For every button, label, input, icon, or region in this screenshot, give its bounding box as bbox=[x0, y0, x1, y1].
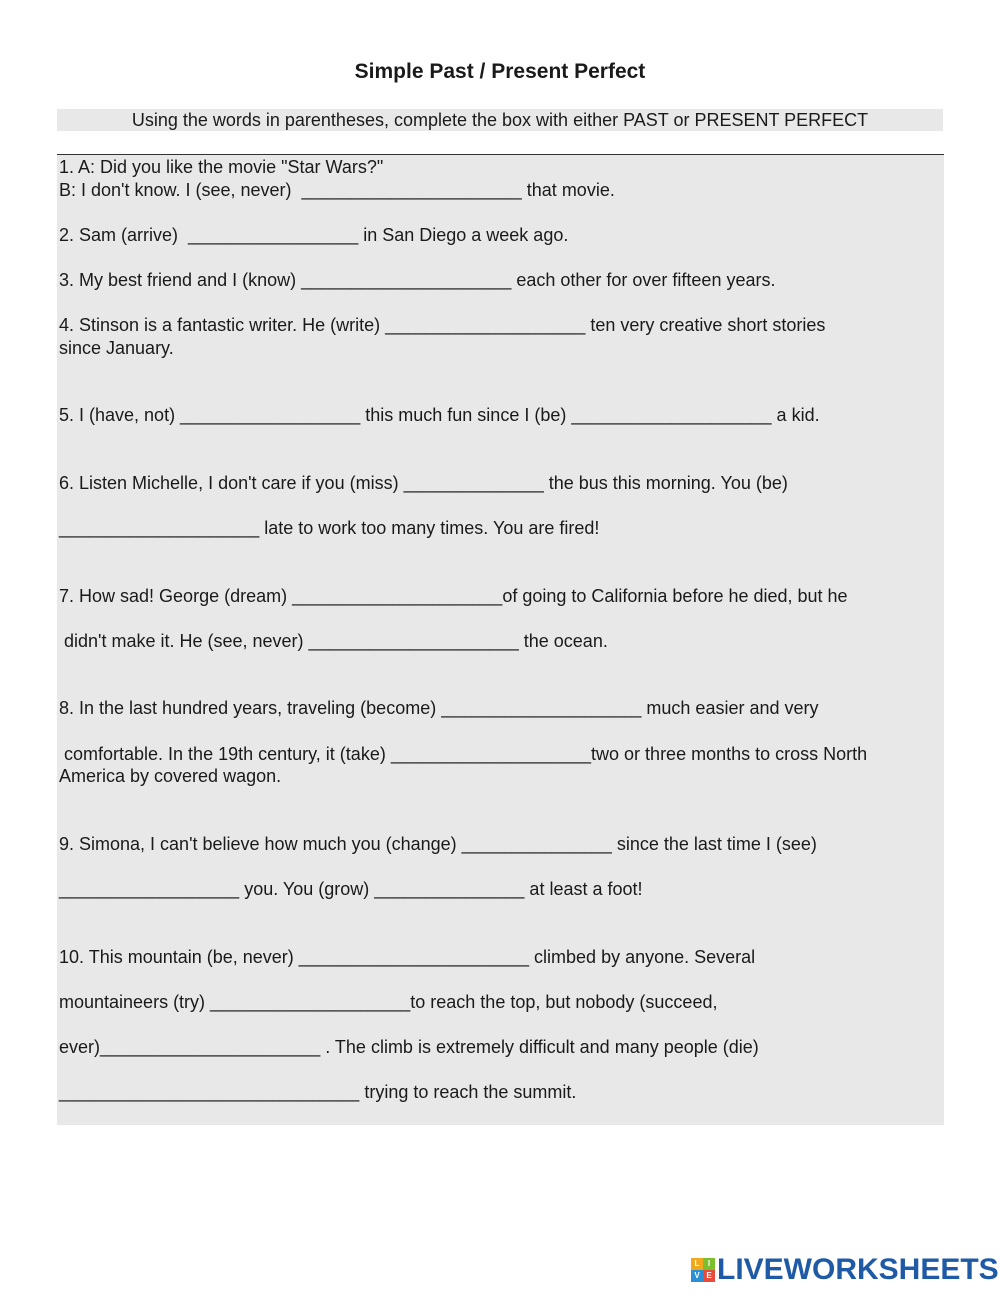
exercise-line: since January. bbox=[59, 338, 174, 358]
instruction-bar: Using the words in parentheses, complete the box with either PAST or PRESENT PERFECT bbox=[57, 109, 943, 131]
exercise-line: 3. My best friend and I (know) _____________________ each other for over fifteen years. bbox=[59, 270, 776, 290]
exercise-line: America by covered wagon. bbox=[59, 766, 282, 786]
liveworksheets-logo bbox=[691, 1253, 999, 1287]
exercise-line: B: I don't know. I (see, never) ______________________ that movie. bbox=[59, 180, 615, 200]
page-title: Simple Past / Present Perfect bbox=[354, 60, 646, 83]
exercise-line: ever)______________________ . The climb is extremely difficult and many people (die) bbox=[59, 1037, 759, 1057]
exercise-line: 4. Stinson is a fantastic writer. He (write) ____________________ ten very creative short stories bbox=[59, 315, 826, 335]
logo-mark-icon: L I V E bbox=[691, 1258, 715, 1282]
exercise-line: 2. Sam (arrive) _________________ in San Diego a week ago. bbox=[59, 225, 569, 245]
exercise-line: 7. How sad! George (dream) _____________________of going to California before he died, but he bbox=[59, 586, 848, 606]
exercise-line: ____________________ late to work too many times. You are fired! bbox=[59, 518, 600, 538]
exercise-line: 9. Simona, I can't believe how much you (change) _______________ since the last time I (see) bbox=[59, 834, 817, 854]
exercise-line: didn't make it. He (see, never) _____________________ the ocean. bbox=[59, 631, 608, 651]
exercise-line: 10. This mountain (be, never) _______________________ climbed by anyone. Several bbox=[59, 947, 756, 967]
logo-text: LIVEWORKSHEETS bbox=[717, 1253, 999, 1286]
exercise-line: 1. A: Did you like the movie "Star Wars?" bbox=[59, 157, 384, 177]
exercise-line: 8. In the last hundred years, traveling (become) ____________________ much easier and very bbox=[59, 698, 819, 718]
exercise-line: __________________ you. You (grow) _______________ at least a foot! bbox=[59, 879, 643, 899]
exercise-line: 5. I (have, not) __________________ this much fun since I (be) ____________________ a kid. bbox=[59, 405, 820, 425]
exercise-line: comfortable. In the 19th century, it (take) ____________________two or three months to cross North bbox=[59, 744, 868, 764]
exercise-line: ______________________________ trying to reach the summit. bbox=[59, 1082, 577, 1102]
exercise-line: 6. Listen Michelle, I don't care if you (miss) ______________ the bus this morning. You (be) bbox=[59, 473, 788, 493]
exercise-line: mountaineers (try) ____________________to reach the top, but nobody (succeed, bbox=[59, 992, 718, 1012]
